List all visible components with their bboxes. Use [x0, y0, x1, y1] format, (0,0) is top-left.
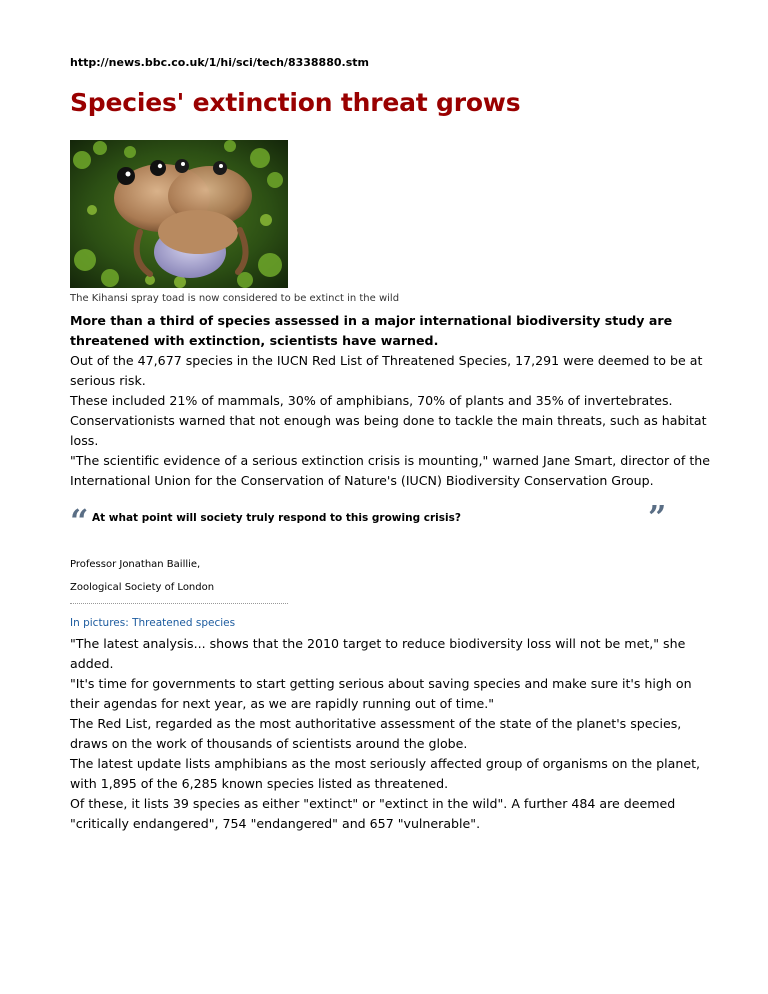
photo-caption: The Kihansi spray toad is now considered to be extinct in the wild [70, 293, 400, 304]
attribution-org: Zoological Society of London [70, 582, 215, 593]
article [70, 56, 710, 834]
open-quote-icon: “ [70, 502, 89, 540]
pull-quote [70, 498, 710, 541]
paragraph: These included 21% of mammals, 30% of amphibians, 70% of plants and 35% of invertebrates. [70, 393, 673, 408]
related-link[interactable]: In pictures: Threatened species [70, 617, 236, 629]
toad-photo [70, 140, 288, 288]
source-url: http://news.bbc.co.uk/1/hi/sci/tech/8338880.stm [70, 56, 369, 69]
article-body [70, 634, 710, 834]
article-lead: More than a third of species assessed in a major international biodiversity study are threatened with extinction, scientists have warned. [70, 313, 673, 348]
divider [70, 603, 288, 604]
paragraph: The Red List, regarded as the most authoritative assessment of the state of the planet's species, draws on the work of thousands of scientists around the globe. [70, 716, 682, 751]
paragraph: "The scientific evidence of a serious extinction crisis is mounting," warned Jane Smart, director of the International Union for the Conservation of Nature's (IUCN) Biodiversity Conservation Group. [70, 453, 710, 488]
paragraph: The latest update lists amphibians as the most seriously affected group of organisms on the planet, with 1,895 of the 6,285 known species listed as threatened. [70, 756, 701, 791]
paragraph: "It's time for governments to start getting serious about saving species and make sure it's high on their agendas for next year, as we are rapidly running out of time." [70, 676, 692, 711]
paragraph: Of these, it lists 39 species as either "extinct" or "extinct in the wild". A further 484 are deemed "critically endangered", 754 "endangered" and 657 "vulnerable". [70, 796, 676, 831]
pull-quote-text: At what point will society truly respond to this growing crisis? [92, 512, 461, 524]
paragraph: "The latest analysis... shows that the 2010 target to reduce biodiversity loss will not be met," she added. [70, 636, 686, 671]
page-title: Species' extinction threat grows [70, 88, 521, 117]
paragraph: Out of the 47,677 species in the IUCN Red List of Threatened Species, 17,291 were deemed to be at serious risk. [70, 353, 703, 388]
quote-attribution [70, 557, 710, 595]
paragraph: Conservationists warned that not enough was being done to tackle the main threats, such as habitat loss. [70, 413, 707, 448]
close-quote-icon: ” [648, 498, 667, 536]
attribution-name: Professor Jonathan Baillie, [70, 559, 201, 570]
